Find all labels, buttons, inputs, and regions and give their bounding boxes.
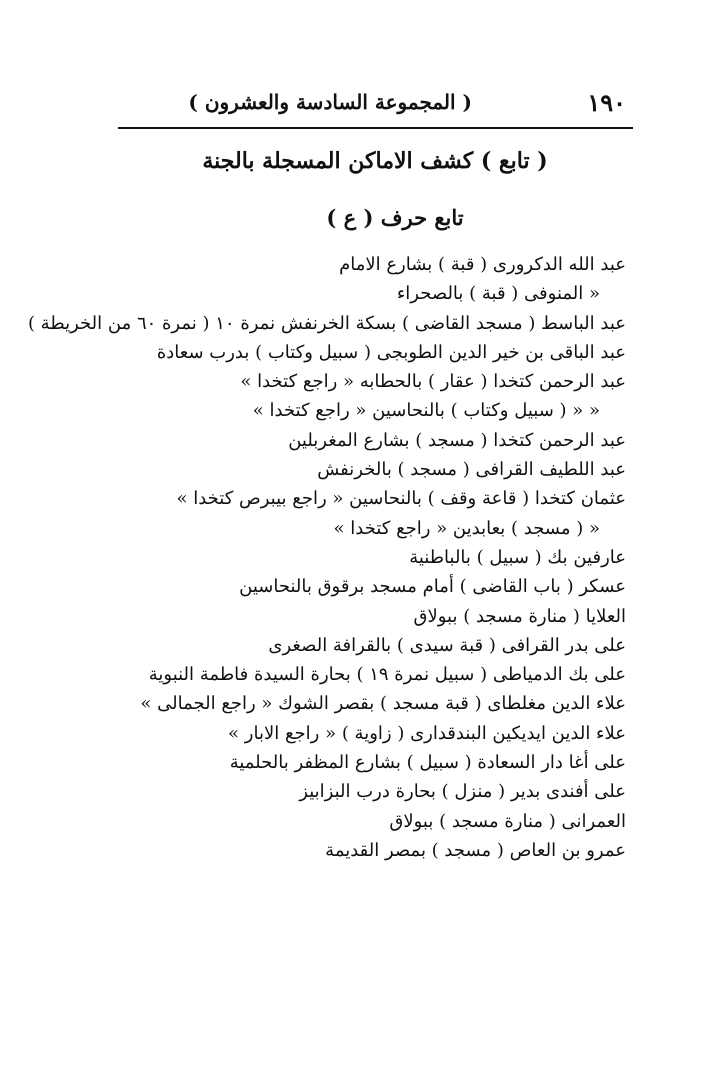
- running-header: ( المجموعة السادسة والعشرون ): [188, 90, 472, 114]
- entry-line: « ( مسجد ) بعابدين « راجع كتخدا »: [333, 517, 600, 539]
- entry-line: علاء الدين ايديكين البندقدارى ( زاوية ) « راجع الابار »: [228, 722, 626, 744]
- entry-line: عبد الله الدكرورى ( قبة ) بشارع الامام: [339, 254, 626, 275]
- entry-line: عبد الباسط ( مسجد القاضى ) بسكة الخرنفش نمرة ١٠ ( نمرة ٦٠ من الخريطة ): [27, 312, 626, 334]
- page-number: ١٩٠: [587, 88, 626, 117]
- entry-line: عثمان كتخدا ( قاعة وقف ) بالنحاسين « راجع بيبرص كتخدا »: [176, 488, 626, 510]
- subsection-title: تابع حرف ( ع ): [326, 205, 464, 230]
- entry-line: عمرو بن العاص ( مسجد ) بمصر القديمة: [325, 839, 626, 861]
- entry-line: عبد اللطيف القرافى ( مسجد ) بالخرنفش: [317, 459, 626, 481]
- entry-line: العلايا ( منارة مسجد ) ببولاق: [413, 605, 626, 627]
- entry-line: عبد الرحمن كتخدا ( عقار ) بالحطابه « راجع كتخدا »: [240, 371, 626, 393]
- entry-line: العمرانى ( منارة مسجد ) ببولاق: [389, 810, 626, 832]
- entry-line: على أفندى بدير ( منزل ) بحارة درب البزابيز: [299, 781, 626, 803]
- entry-line: على أغا دار السعادة ( سبيل ) بشارع المظفر بالحلمية: [229, 752, 626, 774]
- entry-line: « المنوفى ( قبة ) بالصحراء: [396, 283, 600, 305]
- entry-line: على بدر القرافى ( قبة سيدى ) بالقرافة الصغرى: [268, 634, 626, 656]
- entry-line: عارفين بك ( سبيل ) بالباطنية: [409, 546, 626, 568]
- entry-line: « « ( سبيل وكتاب ) بالنحاسين « راجع كتخدا »: [252, 400, 600, 422]
- entries-list: [27, 250, 626, 865]
- entry-line: عسكر ( باب القاضى ) أمام مسجد برقوق بالنحاسين: [239, 576, 626, 598]
- section-title: ( تابع ) كشف الاماكن المسجلة بالجنة: [202, 148, 548, 174]
- header-rule: [118, 127, 633, 129]
- entry-line: علاء الدين مغلطاى ( قبة مسجد ) بقصر الشوك « راجع الجمالى »: [140, 693, 626, 715]
- entry-line: عبد الرحمن كتخدا ( مسجد ) بشارع المغربلين: [288, 429, 626, 451]
- entry-line: عبد الباقى بن خير الدين الطوبجى ( سبيل وكتاب ) بدرب سعادة: [156, 341, 626, 363]
- entry-line: على بك الدمياطى ( سبيل نمرة ١٩ ) بحارة السيدة فاطمة النبوية: [148, 664, 626, 686]
